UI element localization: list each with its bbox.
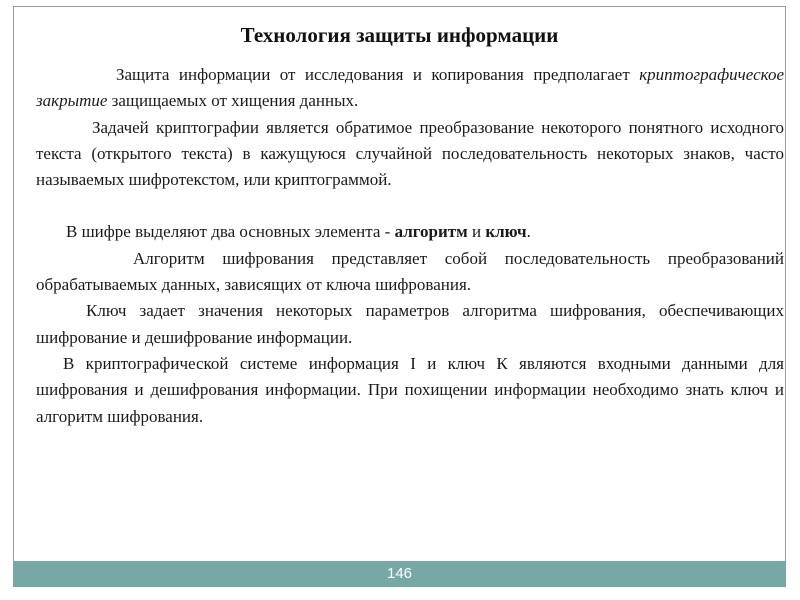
paragraph-protection-tail: защищаемых от хищения данных. (107, 91, 359, 111)
paragraph-crypto-system: В криптографической системе информация I и ключ К являются входными данными для шифрования и дешифрования информации. При похищении информации необходимо знать ключ и алгоритм шифрования. (36, 353, 784, 426)
paragraph-cipher-elements-and: и (467, 222, 486, 242)
slide-body (36, 62, 784, 430)
paragraph-protection (36, 62, 784, 115)
slide-frame (13, 6, 786, 586)
term-algorithm: алгоритм (394, 222, 468, 242)
paragraph-cipher-elements-text: В шифре выделяют два основных элемента - (66, 222, 395, 242)
term-crypto-closure: криптографическое закрытие (36, 65, 784, 111)
paragraph-cipher-elements (36, 219, 784, 245)
slide-title: Технология защиты информации (240, 23, 559, 47)
paragraph-key: Ключ задает значения некоторых параметров алгоритма шифрования, обеспечивающих шифрование и дешифрование информации. (36, 301, 784, 347)
paragraph-algorithm: Алгоритм шифрования представляет собой последовательность преобразований обрабатываемых данных, зависящих от ключа шифрования. (36, 248, 784, 295)
paragraph-gap (36, 193, 784, 219)
paragraph-cipher-elements-end: . (526, 222, 531, 242)
paragraph-crypto-task: Задачей криптографии является обратимое преобразование некоторого понятного исходного текста (открытого текста) в кажущуюся случайной последовательность некоторых знаков, часто называемых шифротекстом, или криптограммой. (36, 117, 784, 190)
page-number: 146 (386, 565, 413, 582)
term-key: ключ (485, 222, 527, 242)
paragraph-protection-text: Защита информации от исследования и копирования предполагает (116, 65, 640, 84)
footer-bar (13, 561, 786, 587)
